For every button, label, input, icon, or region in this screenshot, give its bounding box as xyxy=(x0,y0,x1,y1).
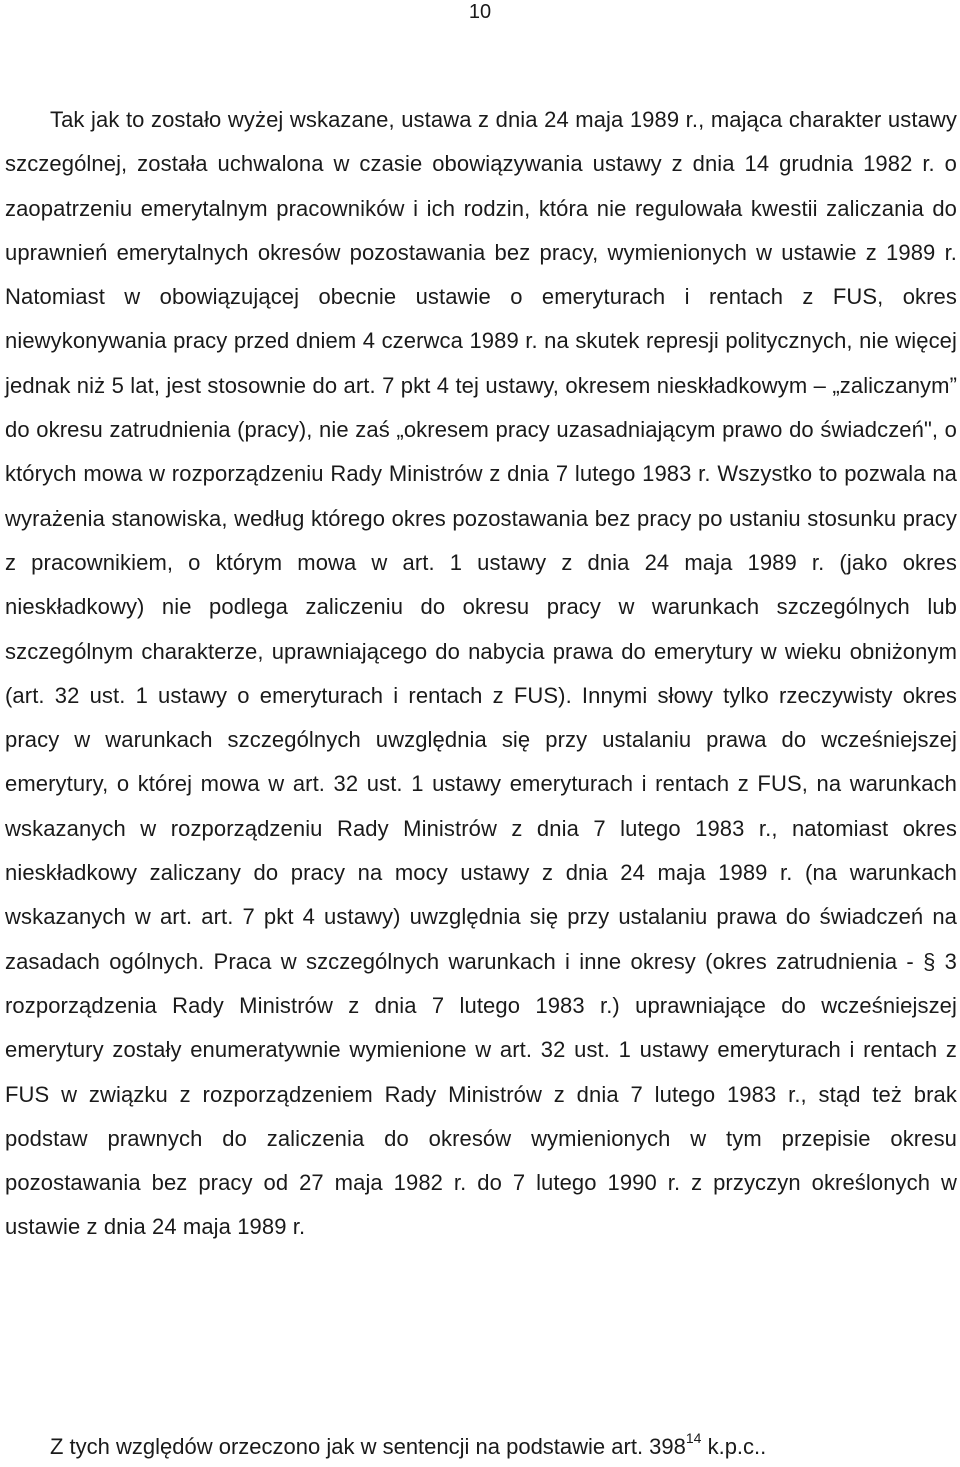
closing-text: Z tych względów orzeczono jak w sentencji na podstawie art. 398 xyxy=(50,1434,686,1459)
article-superscript: 14 xyxy=(685,1430,702,1446)
page-number: 10 xyxy=(468,1,492,23)
closing-sentence xyxy=(50,1432,766,1464)
closing-suffix: k.p.c.. xyxy=(701,1434,767,1459)
body-paragraph: Tak jak to zostało wyżej wskazane, ustawa z dnia 24 maja 1989 r., mająca charakter ustawy szczególnej, została uchwalona w czasie obowiązywania ustawy z dnia 14 grudnia 1982 r. o zaopatrzeniu emerytalnym pracowników i ich rodzin, która nie regulowała kwestii zaliczania do uprawnień emerytalnych okresów pozostawania bez pracy, wymienionych w ustawie z 1989 r. Natomiast w obowiązującej obecnie ustawie o emeryturach i rentach z FUS, okres niewykonywania pracy przed dniem 4 czerwca 1989 r. na skutek represji politycznych, nie więcej jednak niż 5 lat, jest stosownie do art. 7 pkt 4 tej ustawy, okresem nieskładkowym – „zaliczanym” do okresu zatrudnienia (pracy), nie zaś „okresem pracy uzasadniającym prawo do świadczeń", o których mowa w rozporządzeniu Rady Ministrów z dnia 7 lutego 1983 r. Wszystko to pozwala na wyrażenia stanowiska, według którego okres pozostawania bez pracy po ustaniu stosunku pracy z pracownikiem, o którym mowa w art. 1 ustawy z dnia 24 maja 1989 r. (jako okres nieskładkowy) nie podlega zaliczeniu do okresu pracy w warunkach szczególnych lub szczególnym charakterze, uprawniającego do nabycia prawa do emerytury w wieku obniżonym (art. 32 ust. 1 ustawy o emeryturach i rentach z FUS). Innymi słowy tylko rzeczywisty okres pracy w warunkach szczególnych uwzględnia się przy ustalaniu prawa do wcześniejszej emerytury, o której mowa w art. 32 ust. 1 ustawy emeryturach i rentach z FUS, na warunkach wskazanych w rozporządzeniu Rady Ministrów z dnia 7 lutego 1983 r., natomiast okres nieskładkowy zaliczany do pracy na mocy ustawy z dnia 24 maja 1989 r. (na warunkach wskazanych w art. art. 7 pkt 4 ustawy) uwzględnia się przy ustalaniu prawa do świadczeń na zasadach ogólnych. Praca w szczególnych warunkach i inne okresy (okres zatrudnienia - § 3 rozporządzenia Rady Ministrów z dnia 7 lutego 1983 r.) uprawniające do wcześniejszej emerytury zostały enumeratywnie wymienione w art. 32 ust. 1 ustawy emeryturach i rentach z FUS w związku z rozporządzeniem Rady Ministrów z dnia 7 lutego 1983 r., stąd też brak podstaw prawnych do zaliczenia do okresów wymienionych w tym przepisie okresu pozostawania bez pracy od 27 maja 1982 r. do 7 lutego 1990 r. z przyczyn określonych w ustawie z dnia 24 maja 1989 r. xyxy=(5,107,957,1240)
